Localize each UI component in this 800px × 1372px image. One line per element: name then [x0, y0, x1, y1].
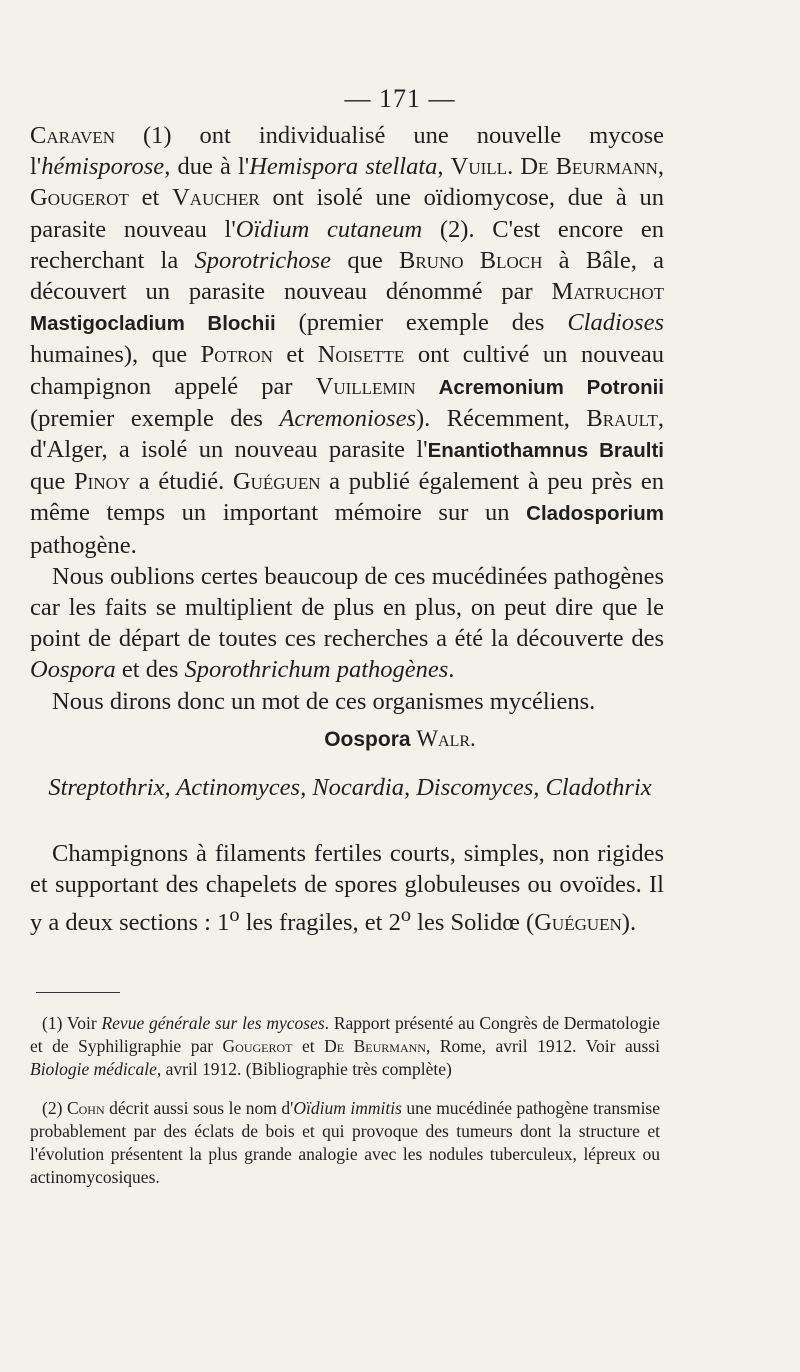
text-run: ,: [657, 153, 664, 181]
text-run: , due à l': [164, 153, 250, 181]
text-run: (1) ont individualisé une nouvelle mycose l': [30, 122, 664, 181]
species-name: Oïdium immitis: [293, 1098, 402, 1118]
author-name: De Beurmann: [324, 1036, 426, 1056]
footnote-1: [30, 1012, 660, 1081]
text-run: une mucédinée pathogène transmise probablement par des éclats de bois et qui provoque des tumeurs dont la structure et l'évolution présentent la plus grande analogie avec les nodules tuberculeux, lépreux ou actinomycosiques.: [30, 1098, 661, 1187]
text-run: (premier exemple des: [275, 309, 568, 337]
text-run: que: [331, 246, 399, 274]
text-run: (1) Voir: [42, 1013, 102, 1033]
author-name: Bruno Bloch: [398, 246, 543, 274]
text-run: ont cultivé un nouveau champignon appelé par: [30, 341, 664, 400]
genus-name: Oospora: [30, 656, 116, 684]
superscript: o: [400, 904, 412, 927]
superscript: o: [229, 904, 240, 927]
author-name: Gougerot: [30, 184, 129, 212]
author-name: Noisette: [317, 341, 405, 369]
section-heading: [0, 726, 800, 752]
text-run: et: [272, 341, 318, 369]
author-name: Vuill.: [450, 153, 514, 181]
disease-name: Acremonioses: [279, 404, 417, 432]
text-run: [415, 373, 438, 400]
text-run: humaines), que: [30, 341, 201, 369]
paragraph-3: Nous dirons donc un mot de ces organismes mycéliens.: [52, 687, 596, 715]
text-run: ). Récemment,: [416, 404, 587, 432]
species-name-bold: Acremonium Potronii: [438, 375, 665, 399]
species-name-bold: Mastigocladium Blochii: [30, 312, 276, 336]
text-run: Nous oublions certes beaucoup de ces mucédinées pathogènes car les faits se multiplient de plus en plus, on peut dire que le point de départ de toutes ces recherches a été la découverte des: [30, 562, 664, 653]
text-run: les fragiles, et 2: [239, 909, 401, 937]
author-name: Pinoy: [74, 468, 131, 496]
text-run: ont isolé une oïdiomycose, due à un parasite nouveau l': [30, 184, 664, 243]
disease-name: hémisporose: [41, 153, 165, 181]
species-name: Oïdium cutaneum: [235, 215, 423, 243]
text-run: (premier exemple des: [30, 404, 280, 432]
text-run: décrit aussi sous le nom d': [104, 1098, 294, 1118]
text-run: pathogène.: [30, 531, 137, 559]
footnote-separator: [36, 992, 120, 993]
text-run: , avril 1912. (Bibliographie très complète): [156, 1059, 452, 1079]
text-run: .: [448, 656, 455, 684]
disease-name: Sporotrichose: [194, 246, 332, 274]
footnote-2: [30, 1097, 660, 1189]
author-name: Vuillemin: [315, 372, 416, 400]
author-name: Cohn: [66, 1098, 105, 1118]
text-run: ,: [437, 153, 451, 181]
heading-genus: Oospora: [324, 728, 411, 751]
species-name-bold: Cladosporium: [526, 502, 664, 526]
text-run: , d'Alger, a isolé un nouveau parasite l': [30, 404, 664, 464]
text-run: . Rapport présenté au Congrès de Dermatologie et de Syphiligraphie par: [30, 1013, 660, 1056]
genus-description: [30, 838, 664, 939]
text-run: ).: [621, 909, 637, 937]
author-name: Vaucher: [172, 184, 260, 212]
author-name: Guéguen: [232, 468, 321, 496]
text-run: , Rome, avril 1912. Voir aussi: [425, 1036, 660, 1056]
description-paragraph: [30, 838, 664, 939]
synonyms-line: Streptothrix, Actinomyces, Nocardia, Discomyces, Cladothrix: [48, 774, 652, 801]
journal-title: Revue générale sur les mycoses: [101, 1013, 325, 1033]
page-number: — 171 —: [344, 84, 456, 113]
paragraph-2: [30, 561, 664, 686]
author-name: Brault: [586, 404, 658, 432]
author-name: Guéguen: [534, 909, 622, 937]
genus-name: Sporothrichum pathogènes: [184, 656, 449, 684]
author-name: Matruchot: [551, 278, 664, 306]
text-run: les Solidœ (: [411, 909, 535, 937]
heading-author: Walr.: [416, 726, 476, 751]
text-run: (2): [42, 1098, 67, 1118]
author-name: Potron: [200, 341, 273, 369]
text-run: a étudié.: [130, 468, 233, 496]
footnotes: [30, 1012, 660, 1205]
text-run: à Bâle, a découvert un parasite nouveau dénommé par: [30, 246, 664, 306]
disease-name: Cladioses: [567, 309, 664, 337]
text-run: et des: [115, 656, 185, 684]
author-name: Gougerot: [222, 1036, 293, 1056]
species-name: Hemispora stellata: [249, 153, 438, 181]
journal-title: Biologie médicale: [30, 1059, 157, 1079]
author-name: De Beurmann: [520, 153, 658, 181]
species-name-bold: Enantiothamnus Braulti: [427, 439, 664, 463]
text-run: (2). C'est encore en recherchant la: [30, 215, 664, 274]
text-run: que: [30, 468, 75, 496]
text-run: et: [128, 184, 173, 212]
paragraph-1: [30, 120, 664, 561]
text-run: Champignons à filaments fertiles courts, simples, non rigides et supportant des chapelets de spores globuleuses ou ovoïdes. Il y a deux sections : 1: [30, 840, 664, 937]
main-text: [30, 120, 664, 717]
text-run: a publié également à peu près en même temps un important mémoire sur un: [30, 468, 664, 527]
author-name: Caraven: [30, 122, 115, 149]
text-run: et: [292, 1036, 325, 1056]
